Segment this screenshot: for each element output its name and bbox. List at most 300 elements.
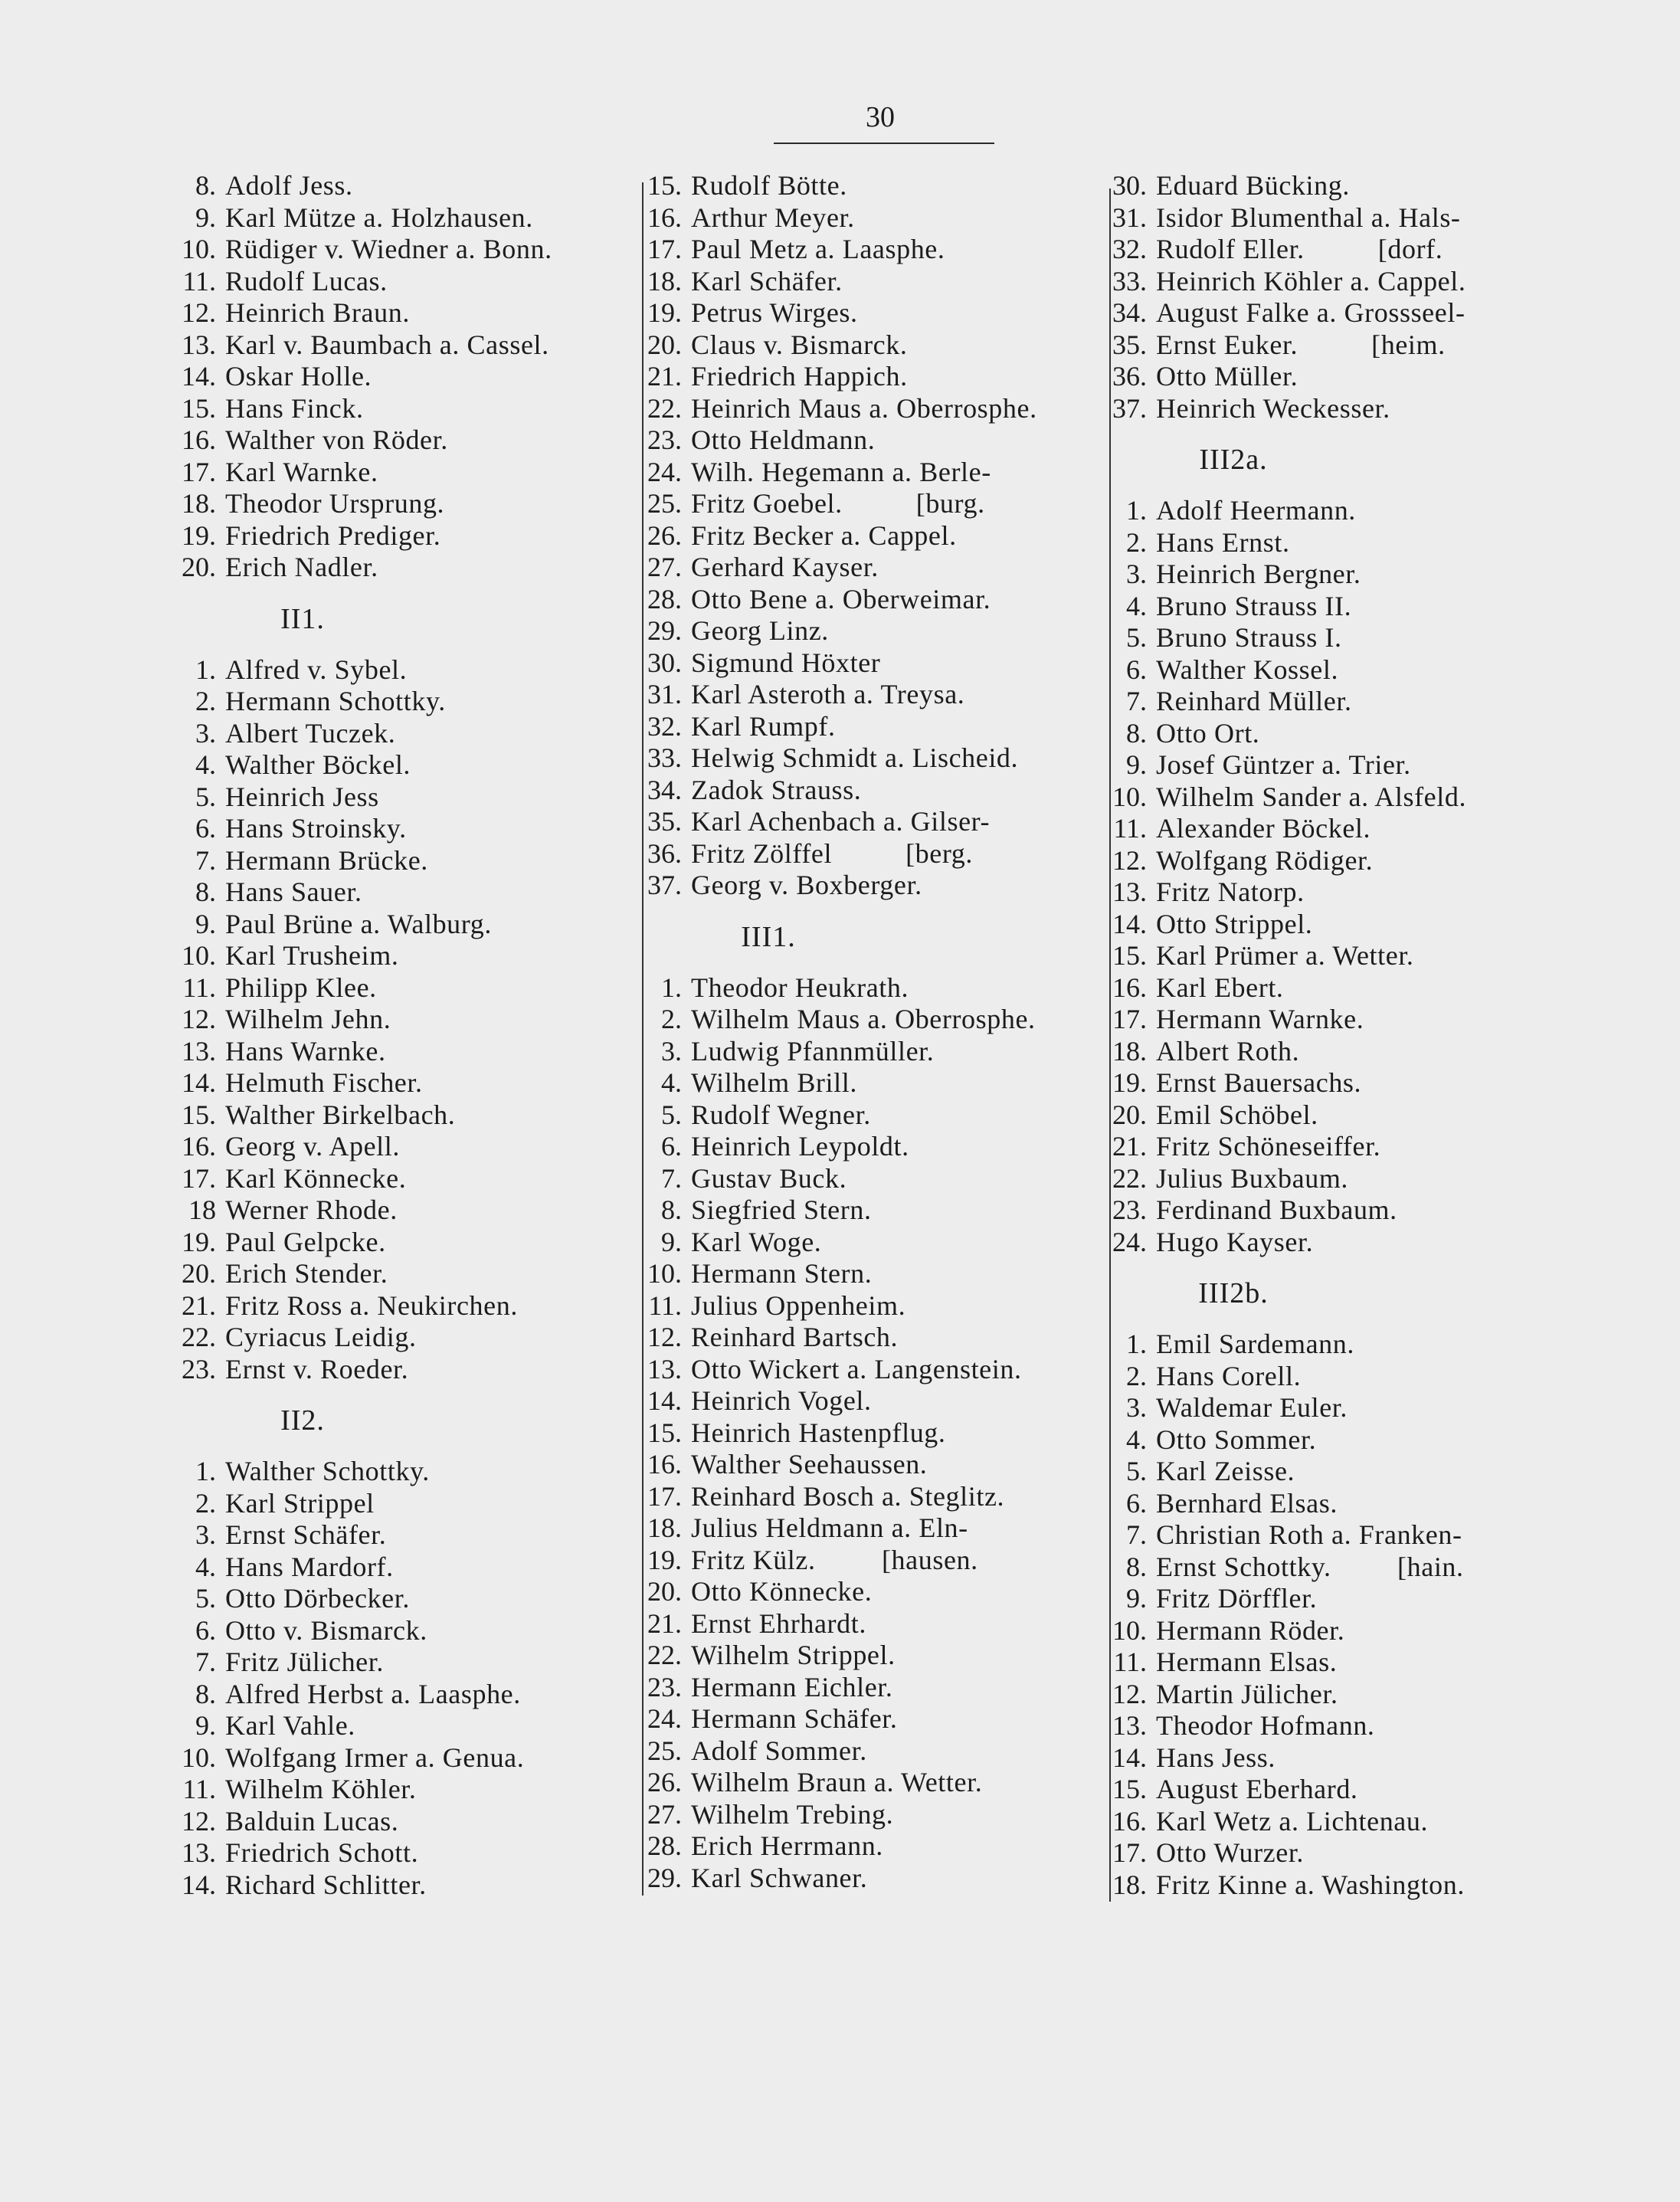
entry-number: 25. [647, 488, 682, 519]
entry-name: Ernst v. Roeder. [225, 1353, 409, 1384]
list-item [1107, 1710, 1582, 1742]
list-item [176, 1322, 636, 1354]
entry-name: Werner Rhode. [225, 1194, 398, 1225]
entry-name: Alfred Herbst a. Laasphe. [225, 1678, 521, 1709]
list-item [176, 329, 636, 362]
entry-name: Karl Ebert. [1156, 972, 1284, 1003]
entry-number: 1. [1126, 1329, 1147, 1359]
entry-number: 37. [647, 870, 682, 900]
entry-number: 11. [182, 1774, 216, 1804]
list-item [176, 1163, 636, 1195]
list-item [1107, 559, 1582, 591]
entry-number: 34. [1112, 297, 1147, 328]
list-item [642, 234, 1102, 266]
list-item [176, 909, 636, 941]
list-item [642, 552, 1102, 584]
entry-number: 9. [195, 202, 216, 233]
list-item [642, 1512, 1102, 1545]
entry-number: 12. [182, 1805, 216, 1837]
entry-name: Friedrich Schott. [225, 1837, 419, 1868]
entry-name: Ludwig Pfannmüller. [691, 1035, 935, 1067]
entry-name: Hermann Elsas. [1156, 1647, 1338, 1677]
entry-name: Reinhard Müller. [1156, 686, 1352, 716]
entry-name: Christian Roth a. Franken- [1156, 1519, 1462, 1550]
entry-number: 2. [195, 1487, 216, 1519]
list-item [642, 1767, 1102, 1799]
entry-name: Fritz Ross a. Neukirchen. [225, 1289, 518, 1321]
entry-name: Otto Dörbecker. [225, 1583, 410, 1614]
entry-name: Fritz Becker a. Cappel. [691, 519, 957, 551]
list-item [176, 718, 636, 750]
entry-number: 2. [1126, 1360, 1147, 1391]
entry-number: 1. [661, 972, 682, 1003]
list-item [176, 393, 636, 425]
entry-name: Wilhelm Trebing. [691, 1798, 894, 1830]
list-item [176, 1354, 636, 1386]
entry-number: 2. [1126, 526, 1147, 558]
entry-number: 3. [1126, 1392, 1147, 1423]
entry-number: 32. [647, 710, 682, 742]
entry-name: Ernst Schottky. [hain. [1156, 1551, 1464, 1582]
list-item [1107, 393, 1582, 425]
list-item [176, 1194, 636, 1227]
list-item [1107, 170, 1582, 202]
list-item [1107, 1036, 1582, 1068]
entry-name: Fritz Külz. [hausen. [691, 1544, 978, 1575]
entry-name: August Falke a. Grossseel- [1156, 297, 1465, 328]
entry-name: Otto Könnecke. [691, 1576, 873, 1607]
list-item [176, 234, 636, 266]
entry-name: Julius Oppenheim. [691, 1289, 906, 1321]
list-item [1107, 1329, 1582, 1361]
entry-name: Karl Strippel [225, 1487, 375, 1519]
list-item [642, 1640, 1102, 1672]
entry-name: Karl Wetz a. Lichtenau. [1156, 1805, 1429, 1837]
entry-number: 11. [182, 972, 216, 1003]
entry-number: 22. [182, 1322, 216, 1352]
entry-number: 36. [1112, 361, 1147, 392]
list-item [642, 1735, 1102, 1768]
entry-name: Otto Heldmann. [691, 424, 876, 455]
entry-name: Hermann Röder. [1156, 1614, 1345, 1646]
list-item [1107, 1679, 1582, 1711]
entry-number: 17. [647, 234, 682, 264]
entry-name: Erich Herrmann. [691, 1830, 883, 1861]
entry-number: 17. [1112, 1004, 1147, 1034]
entry-name: Otto v. Bismarck. [225, 1614, 427, 1646]
entry-name: Zadok Strauss. [691, 774, 862, 805]
list-item [1107, 591, 1582, 623]
entry-name: Fritz Zölffel [berg. [691, 837, 973, 869]
entry-number: 15. [1112, 940, 1147, 971]
entry-number: 20. [1112, 1099, 1147, 1130]
entry-name: Alexander Böckel. [1156, 813, 1371, 844]
page-number: 30 [866, 101, 895, 133]
entry-name: Hermann Schäfer. [691, 1703, 898, 1734]
entry-name: Otto Wickert a. Langenstein. [691, 1353, 1022, 1384]
entry-number: 6. [1126, 654, 1147, 685]
entry-name: Karl Asteroth a. Treysa. [691, 679, 965, 709]
entry-name: Bruno Strauss I. [1156, 622, 1342, 653]
entry-number: 10. [1112, 1614, 1147, 1646]
entry-name: Theodor Hofmann. [1156, 1710, 1375, 1741]
entry-name: Fritz Schöneseiffer. [1156, 1131, 1381, 1162]
list-item [1107, 845, 1582, 877]
list-item [1107, 1647, 1582, 1679]
entry-number: 7. [195, 844, 216, 876]
list-item [176, 1519, 636, 1552]
entry-number: 18. [182, 488, 216, 519]
entry-name: Ernst Euker. [heim. [1156, 329, 1446, 360]
list-item [176, 1067, 636, 1099]
list-item [1107, 495, 1582, 527]
list-item [1107, 1583, 1582, 1615]
list-item [642, 1227, 1102, 1259]
entry-number: 18. [1112, 1035, 1147, 1067]
entry-number: 33. [1112, 265, 1147, 297]
list-item [1107, 686, 1582, 718]
entry-number: 10. [182, 234, 216, 264]
entry-name: Bruno Strauss II. [1156, 590, 1352, 621]
entry-name: Hans Ernst. [1156, 526, 1290, 558]
entry-name: Fritz Dörffler. [1156, 1583, 1318, 1614]
section-heading: II2. [280, 1404, 325, 1437]
entry-number: 17. [182, 456, 216, 487]
entry-number: 12. [1112, 1678, 1147, 1709]
list-item [176, 1806, 636, 1838]
entry-name: Walther von Röder. [225, 424, 448, 455]
list-item [176, 202, 636, 234]
list-item [1107, 266, 1582, 298]
entry-number: 4. [195, 749, 216, 780]
list-item [1107, 654, 1582, 686]
list-item [1107, 1488, 1582, 1520]
entry-name: Wilhelm Sander a. Alsfeld. [1156, 781, 1467, 812]
entry-number: 7. [661, 1162, 682, 1194]
entry-number: 32. [1112, 234, 1147, 264]
entry-number: 13. [647, 1353, 682, 1384]
entry-number: 11. [648, 1289, 682, 1321]
entry-name: Wolfgang Irmer a. Genua. [225, 1742, 525, 1773]
entry-number: 5. [195, 1583, 216, 1614]
list-item [176, 552, 636, 584]
list-item [1107, 1392, 1582, 1424]
entry-number: 18. [647, 265, 682, 297]
entry-number: 14. [647, 1385, 682, 1416]
entry-name: Hugo Kayser. [1156, 1226, 1314, 1257]
list-item [642, 1131, 1102, 1163]
list-item [176, 1131, 636, 1163]
list-item [176, 361, 636, 393]
entry-number: 8. [1126, 717, 1147, 749]
entry-number: 17. [647, 1480, 682, 1512]
entry-name: Hermann Eichler. [691, 1671, 893, 1702]
entry-number: 12. [1112, 844, 1147, 876]
list-item [1107, 877, 1582, 909]
entry-number: 4. [195, 1551, 216, 1582]
entry-name: Gerhard Kayser. [691, 552, 879, 582]
list-item [1107, 234, 1582, 266]
list-item [642, 775, 1102, 807]
list-item [176, 686, 636, 718]
list-item [1107, 1774, 1582, 1806]
list-item [642, 170, 1102, 202]
entry-name: Albert Roth. [1156, 1035, 1300, 1067]
list-item [642, 1258, 1102, 1290]
list-item [642, 1036, 1102, 1068]
entry-name: Karl Achenbach a. Gilser- [691, 806, 991, 837]
entry-number: 8. [195, 877, 216, 907]
list-item [642, 266, 1102, 298]
entry-name: Hermann Stern. [691, 1258, 873, 1289]
entry-name: Hermann Schottky. [225, 686, 446, 716]
list-item [176, 1227, 636, 1259]
entry-number: 23. [647, 424, 682, 455]
list-item [1107, 1424, 1582, 1457]
list-item [176, 1774, 636, 1806]
entry-number: 15. [647, 170, 682, 201]
entry-name: Heinrich Köhler a. Cappel. [1156, 265, 1466, 297]
entry-name: Wilhelm Jehn. [225, 1004, 391, 1034]
entry-number: 19. [647, 1544, 682, 1575]
entry-name: Erich Nadler. [225, 552, 378, 582]
entry-name: Wilhelm Braun a. Wetter. [691, 1767, 983, 1797]
list-item [642, 1322, 1102, 1354]
entry-number: 14. [1112, 908, 1147, 939]
entry-number: 2. [195, 686, 216, 716]
entry-number: 30. [647, 647, 682, 678]
entry-name: Georg Linz. [691, 615, 829, 646]
column-3 [1107, 170, 1582, 1901]
list-item [1107, 782, 1582, 814]
entry-name: Reinhard Bartsch. [691, 1322, 899, 1352]
list-item [1107, 972, 1582, 1004]
list-item [642, 424, 1102, 457]
list-item [176, 1290, 636, 1322]
list-item [1107, 1004, 1582, 1036]
entry-name: Heinrich Vogel. [691, 1385, 872, 1416]
entry-name: Hans Stroinsky. [225, 813, 407, 844]
entry-number: 20. [182, 552, 216, 582]
section-heading: II1. [280, 602, 325, 635]
entry-number: 36. [647, 837, 682, 869]
entry-name: Heinrich Leypoldt. [691, 1131, 909, 1162]
list-item [1107, 1552, 1582, 1584]
entry-number: 12. [182, 297, 216, 328]
entry-number: 26. [647, 519, 682, 551]
list-item [1107, 909, 1582, 941]
entry-number: 9. [195, 1710, 216, 1741]
entry-name: Helwig Schmidt a. Lischeid. [691, 742, 1019, 773]
entry-name: Otto Sommer. [1156, 1424, 1317, 1455]
entry-name: Karl Schwaner. [691, 1862, 868, 1893]
entry-name: Petrus Wirges. [691, 297, 858, 328]
list-item [1107, 329, 1582, 362]
entry-name: Hans Warnke. [225, 1035, 386, 1067]
list-item [1107, 297, 1582, 329]
entry-name: August Eberhard. [1156, 1774, 1358, 1804]
entry-name: Philipp Klee. [225, 972, 377, 1003]
list-item [1107, 1067, 1582, 1099]
entry-number: 13. [182, 1837, 216, 1868]
list-item [176, 1552, 636, 1584]
entry-name: Wolfgang Rödiger. [1156, 844, 1374, 876]
list-item [176, 1456, 636, 1488]
entry-name: Hans Corell. [1156, 1360, 1302, 1391]
list-item [1107, 1361, 1582, 1393]
entry-name: Isidor Blumenthal a. Hals- [1156, 202, 1461, 233]
entry-name: Hermann Warnke. [1156, 1004, 1364, 1034]
entry-name: Martin Jülicher. [1156, 1678, 1338, 1709]
entry-number: 9. [1126, 1583, 1147, 1614]
entry-name: Karl Vahle. [225, 1710, 355, 1741]
entry-number: 35. [647, 806, 682, 837]
list-item [642, 1099, 1102, 1132]
entry-number: 24. [647, 456, 682, 487]
list-item [176, 1488, 636, 1520]
entry-name: Otto Bene a. Oberweimar. [691, 583, 991, 614]
entry-number: 14. [182, 1067, 216, 1098]
list-item [642, 488, 1102, 520]
list-item [642, 584, 1102, 616]
list-item [642, 972, 1102, 1004]
entry-number: 4. [1126, 590, 1147, 621]
entry-number: 12. [647, 1322, 682, 1352]
entry-name: Rudolf Lucas. [225, 265, 388, 297]
entry-name: Arthur Meyer. [691, 202, 855, 233]
entry-name: Rudolf Eller. [dorf. [1156, 234, 1443, 264]
entry-number: 13. [1112, 877, 1147, 907]
list-item [642, 1163, 1102, 1195]
list-item [1107, 1194, 1582, 1227]
list-item [642, 1545, 1102, 1577]
entry-number: 26. [647, 1767, 682, 1797]
list-item [176, 749, 636, 782]
list-item [1107, 940, 1582, 972]
entry-name: Alfred v. Sybel. [225, 654, 408, 685]
entry-name: Theodor Ursprung. [225, 488, 445, 519]
list-item [176, 424, 636, 457]
entry-name: Theodor Heukrath. [691, 972, 909, 1003]
list-item [176, 1004, 636, 1036]
entry-number: 11. [1113, 1647, 1147, 1677]
column-1 [176, 170, 636, 1901]
entry-name: Karl v. Baumbach a. Cassel. [225, 329, 549, 360]
list-item [642, 1703, 1102, 1735]
entry-name: Waldemar Euler. [1156, 1392, 1348, 1423]
entry-number: 23. [182, 1353, 216, 1384]
entry-name: Karl Könnecke. [225, 1162, 407, 1194]
list-item [642, 1004, 1102, 1036]
entry-name: Heinrich Braun. [225, 297, 410, 328]
entry-name: Walther Birkelbach. [225, 1099, 456, 1130]
list-item [642, 393, 1102, 425]
entry-number: 15. [182, 392, 216, 424]
entry-name: Cyriacus Leidig. [225, 1322, 417, 1352]
entry-number: 29. [647, 615, 682, 646]
entry-name: Reinhard Bosch a. Steglitz. [691, 1480, 1005, 1512]
entry-number: 1. [195, 1456, 216, 1486]
entry-number: 22. [647, 392, 682, 424]
entry-name: Wilh. Hegemann a. Berle- [691, 456, 991, 487]
entry-name: Fritz Natorp. [1156, 877, 1305, 907]
list-item [642, 1290, 1102, 1322]
entry-name: Julius Heldmann a. Eln- [691, 1512, 968, 1543]
entry-name: Adolf Jess. [225, 170, 353, 201]
entry-name: Albert Tuczek. [225, 717, 396, 749]
list-item [1107, 622, 1582, 654]
entry-number: 2. [661, 1004, 682, 1034]
entry-number: 16. [647, 1449, 682, 1479]
entry-name: Georg v. Apell. [225, 1131, 400, 1162]
entry-number: 21. [1112, 1131, 1147, 1162]
entry-name: Adolf Sommer. [691, 1735, 867, 1766]
entry-number: 6. [195, 1614, 216, 1646]
entry-name: Claus v. Bismarck. [691, 329, 908, 360]
list-item [1107, 749, 1582, 782]
entry-name: Josef Güntzer a. Trier. [1156, 749, 1411, 780]
list-item [642, 1417, 1102, 1450]
entry-number: 22. [647, 1640, 682, 1670]
entry-name: Heinrich Jess [225, 781, 379, 812]
list-item [1107, 1099, 1582, 1132]
list-item [176, 1742, 636, 1774]
entry-number: 5. [661, 1099, 682, 1130]
entry-number: 3. [1126, 559, 1147, 589]
entry-number: 3. [195, 1519, 216, 1550]
entry-number: 20. [647, 329, 682, 360]
list-item [642, 1449, 1102, 1481]
entry-number: 18. [1112, 1869, 1147, 1900]
entry-name: Karl Zeisse. [1156, 1456, 1295, 1486]
entry-number: 7. [1126, 1519, 1147, 1550]
entry-number: 1. [1126, 495, 1147, 526]
entry-number: 27. [647, 1798, 682, 1830]
entry-number: 4. [661, 1067, 682, 1098]
entry-number: 21. [647, 1607, 682, 1639]
entry-number: 8. [661, 1194, 682, 1225]
list-item [176, 488, 636, 520]
entry-number: 37. [1112, 392, 1147, 424]
entry-number: 23. [1112, 1194, 1147, 1225]
entry-number: 3. [195, 717, 216, 749]
list-item [176, 1679, 636, 1711]
list-item [642, 647, 1102, 680]
list-item [176, 972, 636, 1004]
list-item [642, 1672, 1102, 1704]
entry-number: 20. [647, 1576, 682, 1607]
entry-number: 6. [661, 1131, 682, 1162]
entry-name: Ernst Bauersachs. [1156, 1067, 1362, 1098]
list-item [176, 1710, 636, 1742]
entry-name: Fritz Kinne a. Washington. [1156, 1869, 1465, 1900]
list-item [642, 1608, 1102, 1640]
list-item [1107, 1163, 1582, 1195]
entry-number: 19. [647, 297, 682, 328]
list-item [1107, 361, 1582, 393]
entry-name: Heinrich Maus a. Oberrosphe. [691, 392, 1037, 424]
list-item [176, 1099, 636, 1132]
entry-number: 19. [1112, 1067, 1147, 1098]
list-item [1107, 202, 1582, 234]
entry-name: Rudolf Wegner. [691, 1099, 871, 1130]
entry-name: Ferdinand Buxbaum. [1156, 1194, 1397, 1225]
list-item [642, 297, 1102, 329]
list-item [642, 1481, 1102, 1513]
page-number-rule [774, 143, 994, 144]
entry-number: 11. [1113, 813, 1147, 844]
list-item [642, 1799, 1102, 1831]
